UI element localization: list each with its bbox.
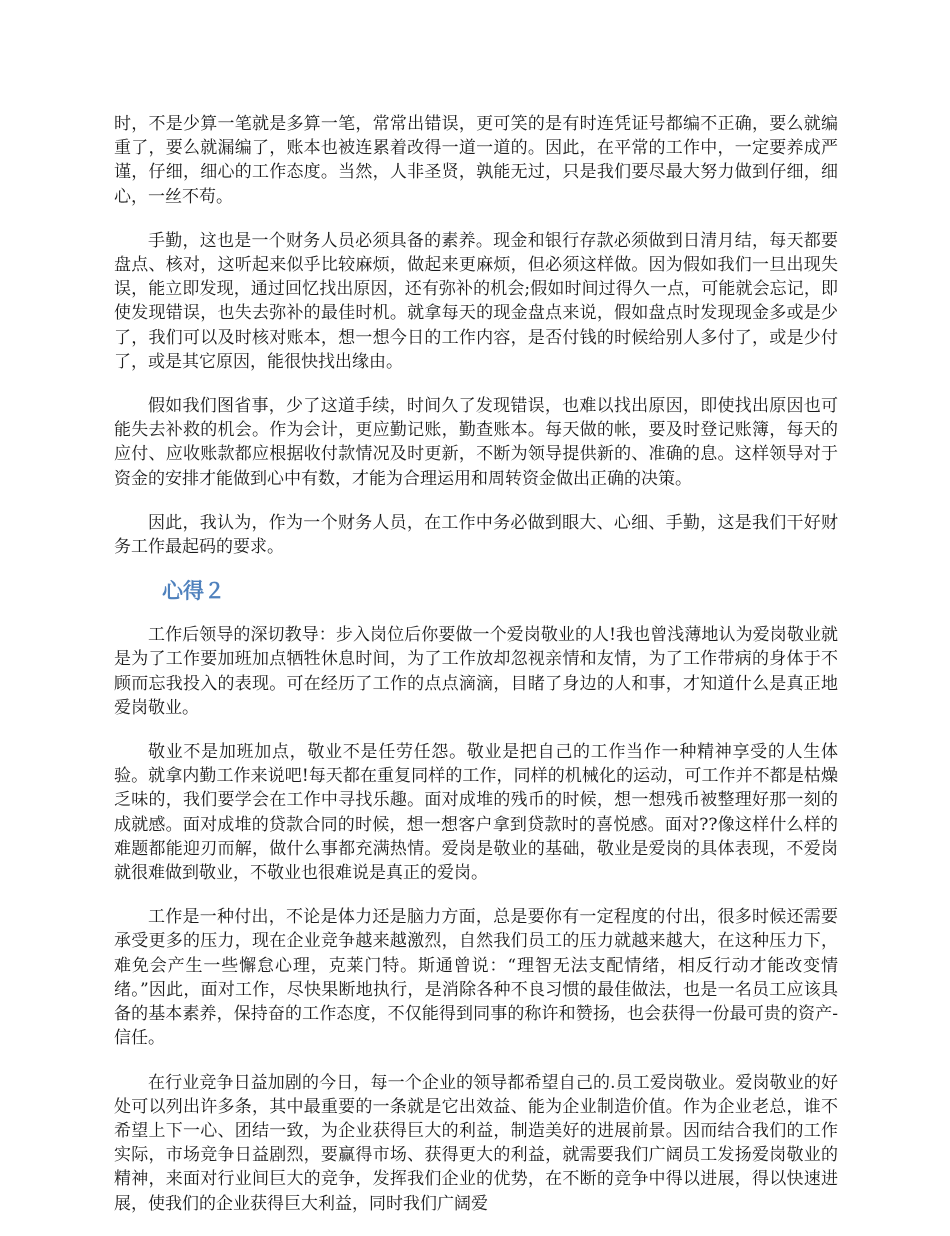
paragraph: 敬业不是加班加点，敬业不是任劳任怨。敬业是把自己的工作当作一种精神享受的人生体验。就拿内勤工作来说吧!每天都在重复同样的工作，同样的机械化的运动，可工作并不都是枯燥乏味的，我们要学会在工作中寻找乐趣。面对成堆的残币的时候，想一想残币被整理好那一刻的成就感。面对成堆的贷款合同的时候，想一想客户拿到贷款时的喜悦感。面对??像这样什么样的难题都能迎刃而解，做什么事都充满热情。爱岗是敬业的基础，敬业是爱岗的具体表现，不爱岗就很难做到敬业，不敬业也很难说是真正的爱岗。	[114, 742, 838, 884]
paragraph: 工作是一种付出，不论是体力还是脑力方面，总是要你有一定程度的付出，很多时候还需要承受更多的压力，现在企业竞争越来越激烈，自然我们员工的压力就越来越大，在这种压力下，难免会产生一些懈怠心理，克莱门特。斯通曾说：“理智无法支配情绪，相反行动才能改变情绪。”因此，面对工作，尽快果断地执行，是消除各种不良习惯的最佳做法，也是一名员工应该具备的基本素养，保持奋的工作态度，不仅能得到同事的称许和赞扬，也会获得一份最可贵的资产-信任。	[114, 907, 838, 1049]
paragraph: 因此，我认为，作为一个财务人员，在工作中务必做到眼大、心细、手勤，这是我们干好财务工作最起码的要求。	[114, 512, 838, 558]
document-page	[114, 112, 838, 1236]
paragraph: 在行业竞争日益加剧的今日，每一个企业的领导都希望自己的.员工爱岗敬业。爱岗敬业的好处可以列出许多条，其中最重要的一条就是它出效益、能为企业制造价值。作为企业老总，谁不希望上下一心、团结一致，为企业获得巨大的利益，制造美好的进展前景。因而结合我们的工作实际，市场竞争日益剧烈，要赢得市场、获得更大的利益，就需要我们广阔员工发扬爱岗敬业的精神，来面对行业间巨大的竞争，发挥我们企业的优势，在不断的竞争中得以进展，得以快速进展，使我们的企业获得巨大利益，同时我们广阔爱	[114, 1072, 838, 1214]
paragraph: 工作后领导的深切教导：步入岗位后你要做一个爱岗敬业的人!我也曾浅薄地认为爱岗敬业就是为了工作要加班加点牺牲休息时间，为了工作放却忽视亲情和友情，为了工作带病的身体于不顾而忘我投入的表现。可在经历了工作的点点滴滴，目睹了身边的人和事，才知道什么是真正地爱岗敬业。	[114, 625, 838, 718]
paragraph: 假如我们图省事，少了这道手续，时间久了发现错误，也难以找出原因，即使找出原因也可能失去补救的机会。作为会计，更应勤记账，勤查账本。每天做的帐，要及时登记账簿，每天的应付、应收账款都应根据收付款情况及时更新，不断为领导提供新的、准确的息。这样领导对于资金的安排才能做到心中有数，才能为合理运用和周转资金做出正确的决策。	[114, 396, 838, 489]
paragraph: 手勤，这也是一个财务人员必须具备的素养。现金和银行存款必须做到日清月结，每天都要盘点、核对，这听起来似乎比较麻烦，做起来更麻烦，但必须这样做。因为假如我们一旦出现失误，能立即发现，通过回忆找出原因，还有弥补的机会;假如时间过得久一点，可能就会忘记，即使发现错误，也失去弥补的最佳时机。就拿每天的现金盘点来说，假如盘点时发现现金多或是少了，我们可以及时核对账本，想一想今日的工作内容，是否付钱的时候给别人多付了，或是少付了，或是其它原因，能很快找出缘由。	[114, 230, 838, 372]
paragraph: 时，不是少算一笔就是多算一笔，常常出错误，更可笑的是有时连凭证号都编不正确，要么就编重了，要么就漏编了，账本也被连累着改得一道一道的。因此，在平常的工作中，一定要养成严谨，仔细，细心的工作态度。当然，人非圣贤，孰能无过，只是我们要尽最大努力做到仔细，细心，一丝不苟。	[114, 114, 838, 207]
section-heading: 心得２	[162, 579, 225, 604]
